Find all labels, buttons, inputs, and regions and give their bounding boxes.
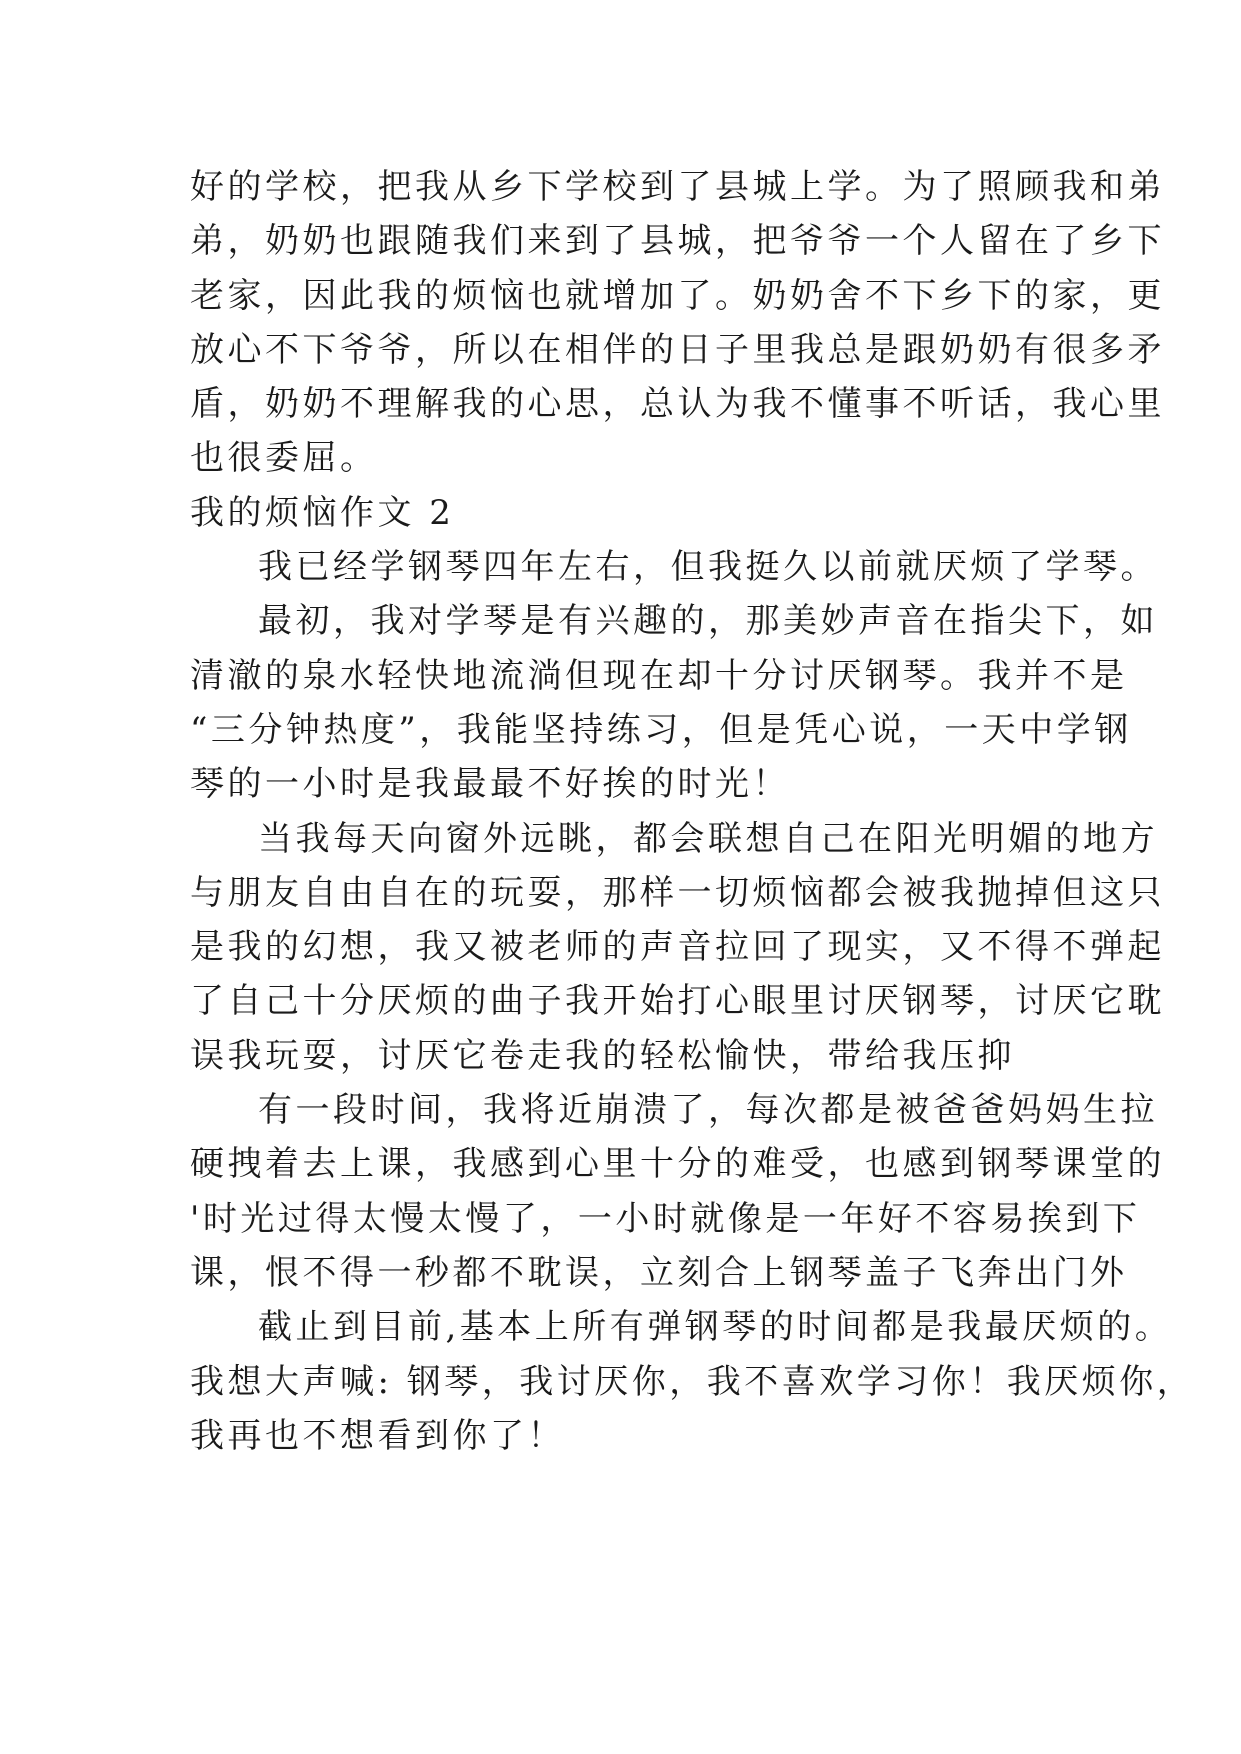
text-line: 误我玩耍，讨厌它卷走我的轻松愉快，带给我压抑 [190, 1035, 1015, 1076]
text-line: 我想大声喊: 钢琴，我讨厌你，我不喜欢学习你！我厌烦你， [190, 1361, 1195, 1402]
text-line: 有一段时间，我将近崩溃了，每次都是被爸爸妈妈生拉 [258, 1090, 1158, 1131]
section-heading: 我的烦恼作文 2 [190, 492, 455, 533]
body-text [190, 160, 1195, 1463]
text-line: 硬拽着去上课，我感到心里十分的难受，也感到钢琴课堂的 [190, 1144, 1165, 1185]
text-line: 我已经学钢琴四年左右，但我挺久以前就厌烦了学琴。 [258, 547, 1158, 588]
text-line: 课，恨不得一秒都不耽误，立刻合上钢琴盖子飞奔出门外 [190, 1252, 1128, 1293]
text-line: 弟，奶奶也跟随我们来到了县城，把爷爷一个人留在了乡下 [190, 221, 1165, 262]
text-line: 当我每天向窗外远眺，都会联想自己在阳光明媚的地方 [258, 818, 1158, 859]
text-line: 盾，奶奶不理解我的心思，总认为我不懂事不听话，我心里 [190, 384, 1165, 425]
text-line: 放心不下爷爷，所以在相伴的日子里我总是跟奶奶有很多矛 [190, 329, 1165, 370]
text-line: 最初，我对学琴是有兴趣的，那美妙声音在指尖下，如 [258, 601, 1158, 642]
text-line: 琴的一小时是我最最不好挨的时光！ [190, 764, 790, 805]
text-line: 与朋友自由自在的玩耍，那样一切烦恼都会被我抛掉但这只 [190, 872, 1165, 913]
text-line: '时光过得太慢太慢了，一小时就像是一年好不容易挨到下 [190, 1198, 1141, 1239]
text-line: 了自己十分厌烦的曲子我开始打心眼里讨厌钢琴，讨厌它耽 [190, 981, 1165, 1022]
text-line: 也很委屈。 [190, 438, 378, 479]
text-line: 清澈的泉水轻快地流淌但现在却十分讨厌钢琴。我并不是 [190, 655, 1128, 696]
text-line: 好的学校，把我从乡下学校到了县城上学。为了照顾我和弟 [190, 167, 1165, 207]
text-line: “三分钟热度”，我能坚持练习，但是凭心说，一天中学钢 [190, 709, 1132, 750]
text-line: 截止到目前,基本上所有弹钢琴的时间都是我最厌烦的。 [258, 1307, 1173, 1348]
text-line: 我再也不想看到你了！ [190, 1415, 565, 1456]
text-line: 是我的幻想，我又被老师的声音拉回了现实，又不得不弹起 [190, 927, 1165, 968]
text-line: 老家，因此我的烦恼也就增加了。奶奶舍不下乡下的家，更 [190, 275, 1165, 316]
